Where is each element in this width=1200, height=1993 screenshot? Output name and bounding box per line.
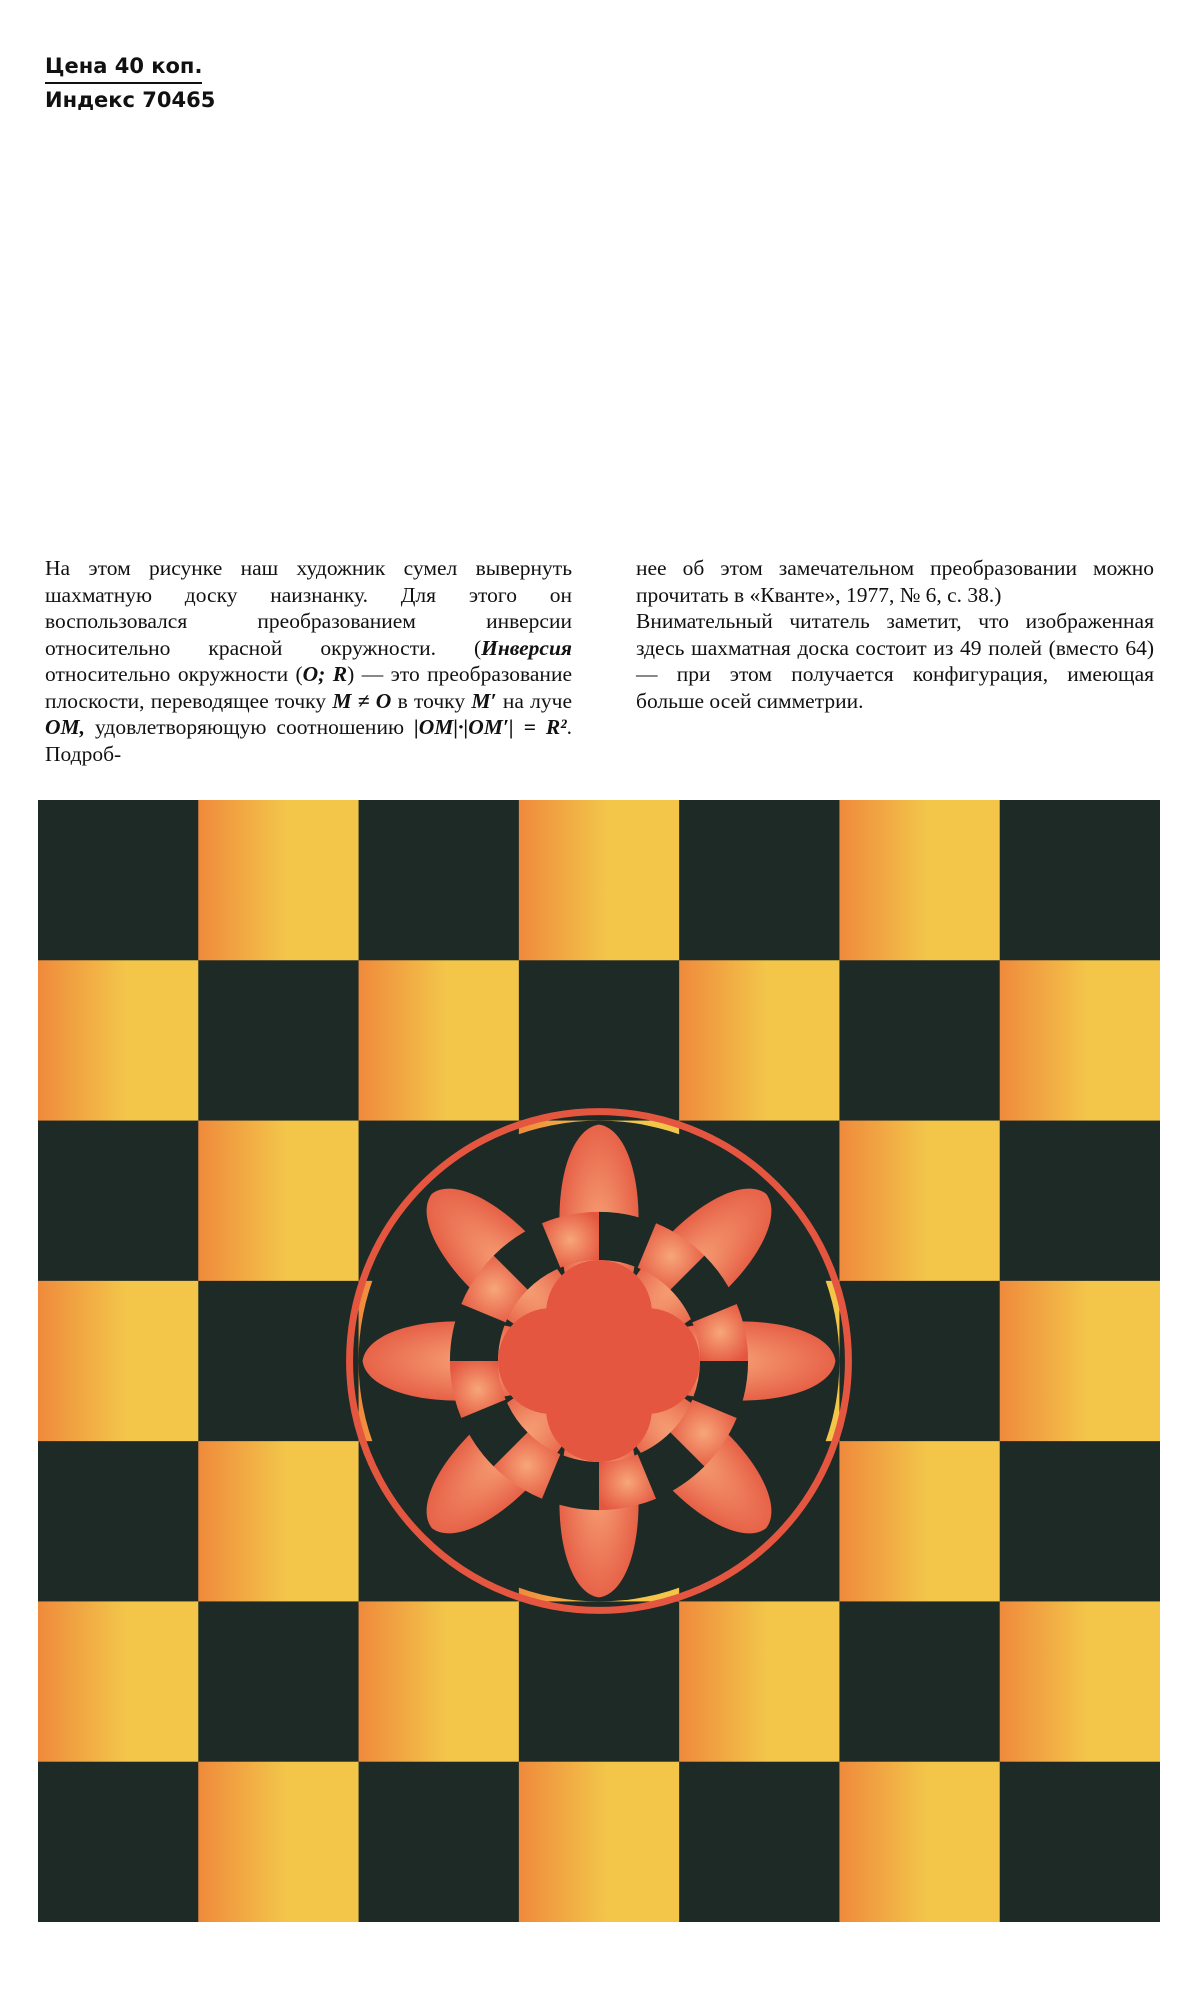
inverted-chessboard-figure <box>38 800 1160 1922</box>
text-run: удовлетворяющую соотношению <box>85 715 414 739</box>
board-square-dark <box>359 1762 520 1922</box>
board-square-light <box>679 960 840 1121</box>
board-square-dark <box>38 1441 199 1602</box>
text-run: . Подроб- <box>45 715 572 766</box>
point-mprime: M′ <box>471 688 497 713</box>
text-run: относительно окружности ( <box>45 662 303 686</box>
board-square-dark <box>38 800 199 961</box>
board-square-light <box>839 800 1000 961</box>
text-column-right <box>636 555 1154 714</box>
board-square-dark <box>839 1281 1000 1442</box>
quatrefoil-core <box>551 1313 647 1409</box>
board-square-light <box>679 1601 840 1762</box>
board-square-light <box>1000 960 1160 1121</box>
text-run: На этом рисунке наш художник сумел вывернуть шахматную доску наизнанку. Для этого он воспользовался преобразованием инверсии относительно красной окружности. ( <box>45 556 572 660</box>
board-square-dark <box>519 1601 680 1762</box>
board-square-light <box>1000 1601 1160 1762</box>
board-square-dark <box>359 800 520 961</box>
board-square-dark <box>1000 800 1160 961</box>
index-label: Индекс 70465 <box>45 88 216 112</box>
board-square-light <box>519 1762 680 1922</box>
ray-om: OM, <box>45 715 86 739</box>
board-square-light <box>38 1281 199 1442</box>
paragraph-reference: нее об этом замечательном преобразовании можно прочитать в «Кванте», 1977, № 6, с. 38.) <box>636 556 1154 607</box>
condition-formula: M ≠ O <box>332 688 392 713</box>
board-square-light <box>38 960 199 1121</box>
text-column-left <box>45 555 572 767</box>
board-square-dark <box>839 960 1000 1121</box>
board-square-dark <box>198 960 359 1121</box>
board-square-dark <box>198 1281 359 1442</box>
board-square-dark <box>198 1601 359 1762</box>
board-square-dark <box>1000 1121 1160 1282</box>
chessboard-svg <box>38 800 1160 1922</box>
board-square-dark <box>38 1121 199 1282</box>
text-run: в точку <box>391 688 472 713</box>
paragraph-inversion <box>45 555 572 767</box>
board-square-light <box>198 1762 359 1922</box>
circle-notation: O; R <box>302 662 348 686</box>
paragraph-reader-note: Внимательный читатель заметит, что изображенная здесь шахматная доска состоит из 49 полей (вместо 64) — при этом получается конфигурация, имеющая больше осей симметрии. <box>636 609 1154 713</box>
board-square-light <box>198 800 359 961</box>
board-square-dark <box>1000 1441 1160 1602</box>
board-square-light <box>359 960 520 1121</box>
board-square-light <box>1000 1281 1160 1442</box>
price-header <box>45 52 215 114</box>
board-square-light <box>519 800 680 961</box>
board-square-light <box>38 1601 199 1762</box>
board-square-light <box>198 1441 359 1602</box>
board-square-light <box>359 1601 520 1762</box>
board-square-light <box>839 1762 1000 1922</box>
text-run: на луче <box>496 688 572 713</box>
board-square-light <box>839 1441 1000 1602</box>
text-run: ) — это преобразование плоскости, переводящее точку <box>45 662 572 713</box>
board-square-dark <box>679 1762 840 1922</box>
board-square-light <box>839 1121 1000 1282</box>
board-square-dark <box>519 960 680 1121</box>
board-square-dark <box>38 1762 199 1922</box>
board-square-dark <box>839 1601 1000 1762</box>
term-inversion: Инверсия <box>481 635 572 660</box>
inversion-formula: |OM|·|OM′| = R² <box>413 715 567 739</box>
board-square-light <box>198 1121 359 1282</box>
board-square-dark <box>1000 1762 1160 1922</box>
board-square-dark <box>679 800 840 961</box>
price-label: Цена 40 коп. <box>45 52 202 84</box>
